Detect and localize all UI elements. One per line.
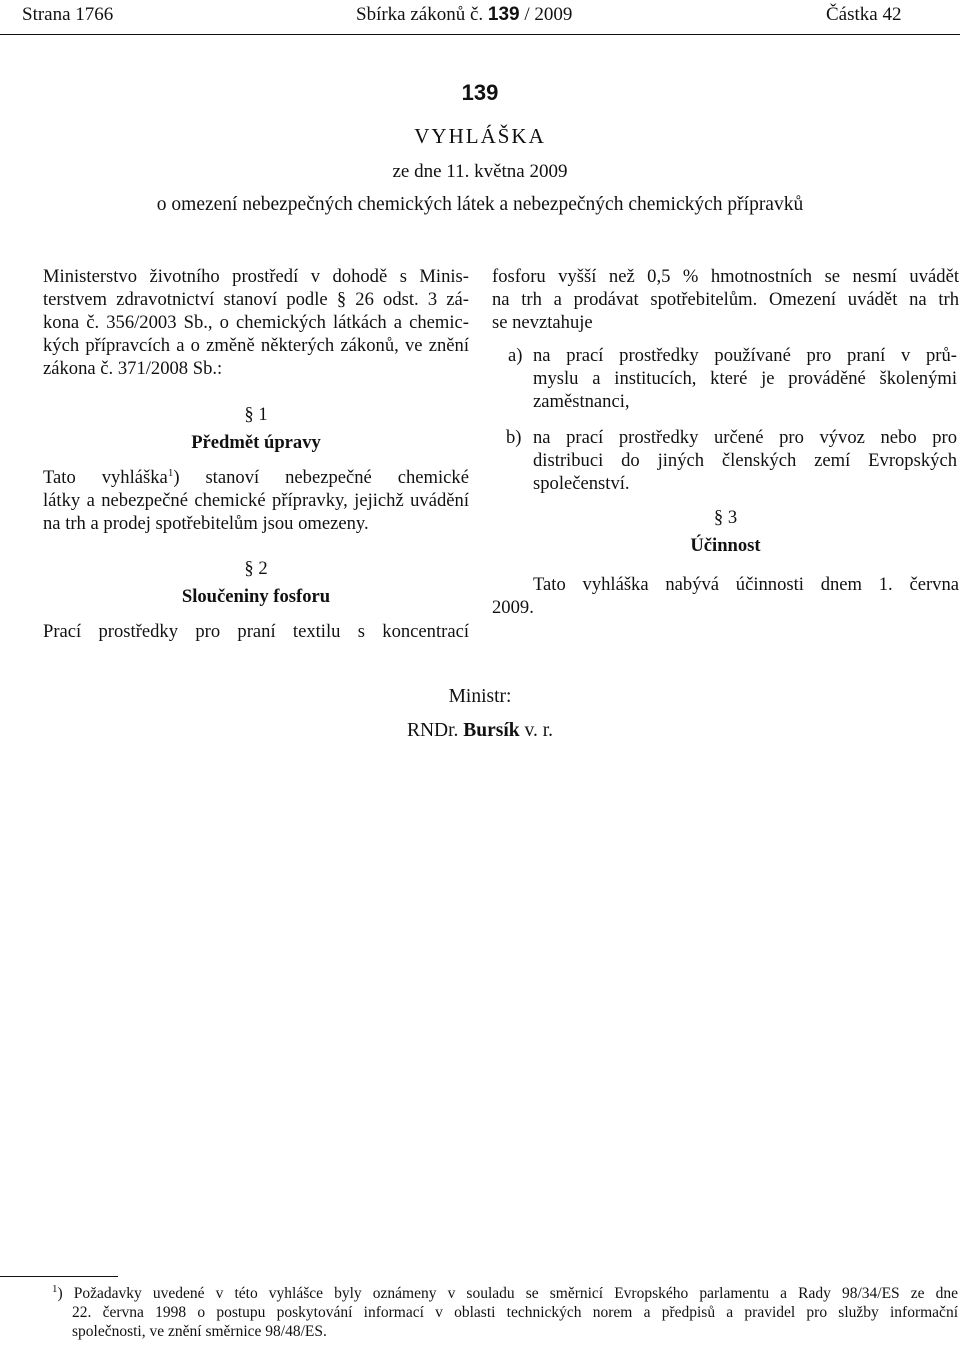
list-item-letter: b)	[506, 427, 522, 448]
paragraph-line: na trh a prodej spotřebitelům jsou omezeny.	[43, 513, 369, 534]
preamble-line: kých přípravcích a o změně některých zákonů, ve znění	[43, 335, 469, 356]
section-3	[492, 506, 959, 619]
section-1-heading	[43, 403, 469, 426]
list-item	[492, 344, 959, 426]
collection-name: Sbírka zákonů č.	[356, 4, 484, 25]
footnote-text: ) Požadavky uvedené v této vyhlášce byly oznámeny v souladu se směrnicí Evropského parlamentu a Rady 98/34/ES ze dne	[57, 1285, 958, 1302]
section-number: 2	[258, 558, 268, 579]
preamble-text: terstvem zdravotnictví stanoví podle	[43, 289, 328, 310]
paragraph-line: Tato vyhláška nabývá účinnosti dnem 1. června	[533, 574, 959, 595]
paragraph-line: látky a nebezpečné chemické přípravky, jejichž uvádění	[43, 490, 469, 511]
list-item-line: distribuci do jiných členských zemí Evropských	[533, 450, 957, 471]
section-2-title: Sloučeniny fosforu	[181, 586, 331, 607]
document-type: VYHLÁŠKA	[414, 124, 546, 148]
list-item-letter: a)	[508, 345, 523, 366]
section-number: 3	[727, 507, 738, 528]
footnote-line: společnosti, ve znění směrnice 98/48/ES.	[72, 1323, 327, 1340]
footnote-rule	[0, 1276, 118, 1277]
issue-number: Částka 42	[826, 4, 902, 25]
section-symbol: §	[336, 289, 347, 310]
list-item-line: myslu a institucích, které je prováděné školenými	[533, 368, 957, 389]
list-item	[492, 426, 959, 506]
footnote-ref: 1	[167, 466, 174, 479]
paragraph-line: 2009.	[492, 597, 534, 618]
section-3-text	[492, 573, 959, 619]
preamble-line	[43, 288, 469, 311]
list-item-line: společenství.	[533, 473, 630, 494]
left-column	[43, 265, 469, 643]
document-subject: o omezení nebezpečných chemických látek a nebezpečných chemických přípravků	[156, 194, 804, 215]
collection-reference	[356, 4, 572, 26]
header-rule	[0, 34, 960, 35]
section-number: 1	[258, 404, 268, 425]
preamble-line	[43, 311, 469, 334]
section-2-text	[43, 620, 469, 643]
footnote-line	[52, 1284, 958, 1303]
section-1-title: Předmět úpravy	[191, 432, 321, 453]
preamble-text: :	[217, 358, 223, 379]
paragraph-line	[43, 466, 469, 489]
section-1	[43, 403, 469, 535]
list-item-text	[533, 344, 957, 413]
paragraph-text: ) stanoví nebezpečné chemické	[173, 467, 469, 488]
regulation-number: 139	[461, 80, 499, 105]
section-2	[43, 557, 469, 643]
signature-surname: Bursík	[463, 720, 520, 741]
preamble-text: 26 odst. 3 zá-	[355, 289, 469, 310]
preamble-line: Ministerstvo životního prostředí v dohodě s Minis-	[43, 266, 469, 287]
section-2-continued	[492, 265, 959, 334]
law-reference: kona č. 356/2003 Sb.	[43, 312, 208, 333]
preamble-text: , o chemických látkách a chemic-	[207, 312, 469, 333]
preamble	[43, 265, 469, 380]
list-item-line: zaměstnanci,	[533, 391, 630, 412]
footnote-mark: 1	[52, 1282, 58, 1295]
collection-year: / 2009	[524, 4, 573, 25]
page-number: Strana 1766	[22, 4, 114, 25]
signature-title: RNDr.	[406, 720, 459, 741]
law-reference: zákona č. 371/2008 Sb.	[43, 358, 218, 379]
footnote	[52, 1284, 958, 1341]
preamble-line	[43, 357, 469, 380]
section-1-text	[43, 466, 469, 535]
list-item-line: na prací prostředky určené pro vývoz nebo pro	[533, 427, 957, 448]
signature-role: Ministr:	[448, 686, 512, 707]
footnote-line: 22. června 1998 o postupu poskytování informací v oblasti technických norem a předpisů a pravidel pro služby informační	[72, 1304, 958, 1321]
section-3-heading	[492, 506, 959, 529]
section-symbol: §	[713, 507, 724, 528]
paragraph-line: Prací prostředky pro praní textilu s koncentrací	[43, 621, 469, 642]
section-symbol: §	[244, 404, 254, 425]
paragraph-line: se nevztahuje	[492, 312, 593, 333]
paragraph-line: fosforu vyšší než 0,5 % hmotnostních se nesmí uvádět	[492, 266, 959, 287]
list-item-text	[533, 426, 957, 495]
section-2-heading	[43, 557, 469, 580]
document-date: ze dne 11. května 2009	[392, 161, 568, 182]
section-symbol: §	[244, 558, 254, 579]
collection-number: 139	[487, 4, 520, 25]
right-column	[492, 265, 959, 619]
paragraph-line: na trh a prodávat spotřebitelům. Omezení uvádět na trh	[492, 289, 959, 310]
signature-suffix: v. r.	[524, 720, 554, 741]
section-3-title: Účinnost	[690, 535, 761, 556]
signature-name	[0, 720, 960, 742]
list-item-line: na prací prostředky používané pro praní v prů-	[533, 345, 957, 366]
paragraph-text: Tato vyhláška	[43, 467, 168, 488]
